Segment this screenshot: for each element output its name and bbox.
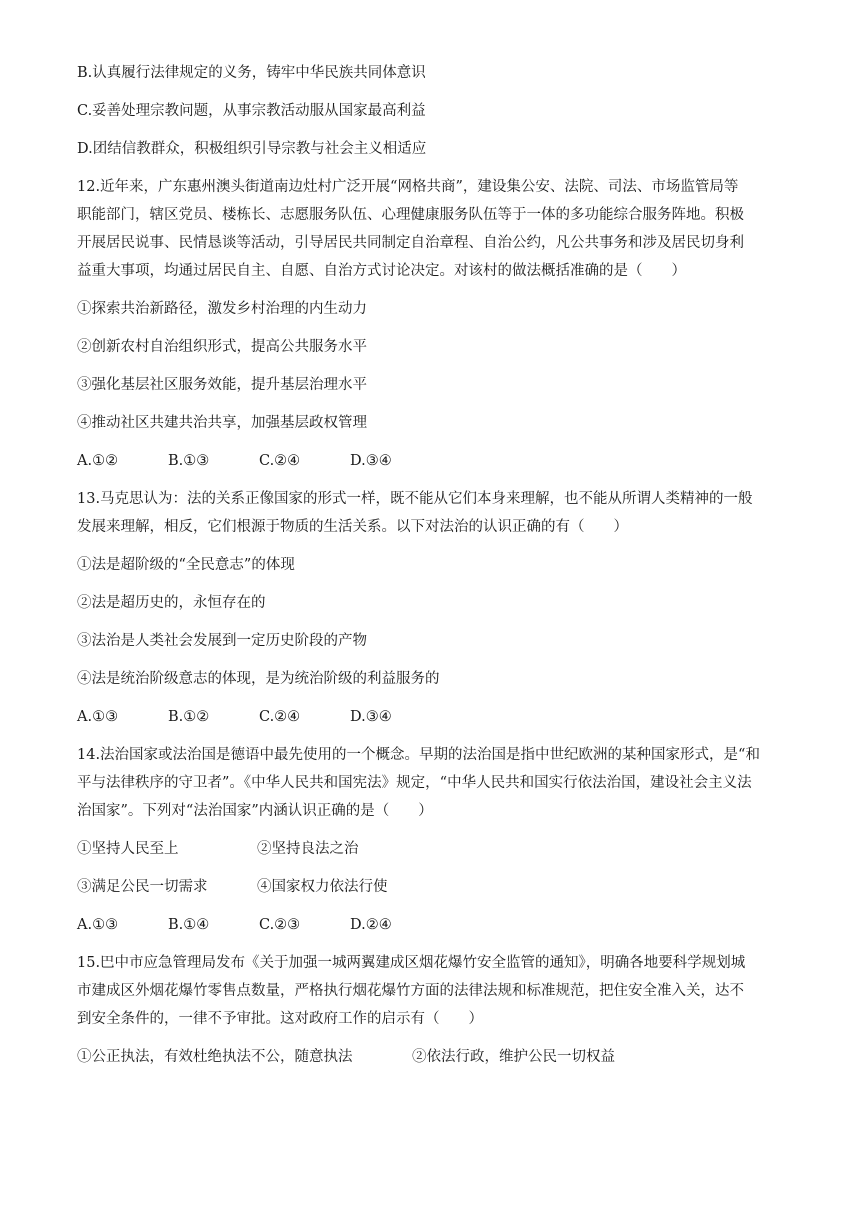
q14-item-3: ③满足公民一切需求	[77, 879, 208, 895]
q12-option-a: A.①②	[77, 453, 119, 469]
q13-option-d: D.③④	[350, 709, 392, 725]
q14-item-1: ①坚持人民至上	[77, 841, 179, 857]
q12-item-3: ③强化基层社区服务效能，提升基层治理水平	[77, 377, 367, 393]
question-14	[77, 746, 785, 954]
document-page	[77, 64, 785, 1066]
q14-option-b: B.①④	[168, 917, 210, 933]
question-15	[77, 954, 785, 1066]
q13-stem-line: 发展来理解，相反，它们根源于物质的生活关系。以下对法治的认识正确的有（ ）	[77, 519, 628, 535]
q14-stem-line: 平与法律秩序的守卫者”。《中华人民共和国宪法》规定，“中华人民共和国实行依法治国，建设社会主义法	[77, 775, 752, 791]
q14-option-d: D.②④	[350, 917, 392, 933]
q15-items-row	[77, 1048, 785, 1066]
q15-stem-line: 15.巴中市应急管理局发布《关于加强一城两翼建成区烟花爆竹安全监管的通知》，明确各地要科学规划城	[77, 955, 746, 971]
q13-option-a: A.①③	[77, 709, 119, 725]
q13-item-1: ①法是超阶级的“全民意志”的体现	[77, 557, 295, 573]
q14-item-2: ②坚持良法之治	[257, 841, 359, 857]
q11-option-c: C.妥善处理宗教问题，从事宗教活动服从国家最高利益	[77, 103, 426, 119]
q14-option-a: A.①③	[77, 917, 119, 933]
q12-stem-line: 益重大事项，均通过居民自主、自愿、自治方式讨论决定。对该村的做法概括准确的是（ ）	[77, 263, 686, 279]
q15-stem-line: 到安全条件的，一律不予审批。这对政府工作的启示有（ ）	[77, 1011, 483, 1027]
q13-option-b: B.①②	[168, 709, 210, 725]
q12-item-1: ①探索共治新路径，激发乡村治理的内生动力	[77, 301, 367, 317]
q13-options	[77, 708, 785, 726]
q15-item-1: ①公正执法，有效杜绝执法不公，随意执法	[77, 1049, 353, 1065]
q14-stem-line: 14.法治国家或法治国是德语中最先使用的一个概念。早期的法治国是指中世纪欧洲的某种国家形式，是“和	[77, 747, 760, 763]
q12-option-d: D.③④	[350, 453, 392, 469]
q12-option-b: B.①③	[168, 453, 210, 469]
q12-options	[77, 452, 785, 470]
q13-option-c: C.②④	[259, 709, 301, 725]
q14-options	[77, 916, 785, 934]
q14-items-row	[77, 878, 785, 896]
question-13	[77, 490, 785, 746]
q15-item-2: ②依法行政，维护公民一切权益	[412, 1049, 615, 1065]
q13-stem-line: 13.马克思认为：法的关系正像国家的形式一样，既不能从它们本身来理解，也不能从所谓人类精神的一般	[77, 491, 753, 507]
q14-stem-line: 治国家”。下列对“法治国家”内涵认识正确的是（ ）	[77, 803, 433, 819]
q11-option-b: B.认真履行法律规定的义务，铸牢中华民族共同体意识	[77, 65, 426, 81]
q12-stem-line: 开展居民说事、民情恳谈等活动，引导居民共同制定自治章程、自治公约，凡公共事务和涉及居民切身利	[77, 235, 744, 251]
q14-items-row	[77, 840, 785, 858]
question-12	[77, 178, 785, 490]
q13-item-4: ④法是统治阶级意志的体现，是为统治阶级的利益服务的	[77, 671, 440, 687]
q13-item-3: ③法治是人类社会发展到一定历史阶段的产物	[77, 633, 367, 649]
q12-item-4: ④推动社区共建共治共享，加强基层政权管理	[77, 415, 367, 431]
q15-stem-line: 市建成区外烟花爆竹零售点数量，严格执行烟花爆竹方面的法律法规和标准规范，把住安全准入关，达不	[77, 983, 744, 999]
q14-item-4: ④国家权力依法行使	[257, 879, 388, 895]
q12-stem-line: 职能部门，辖区党员、楼栋长、志愿服务队伍、心理健康服务队伍等于一体的多功能综合服务阵地。积极	[77, 207, 744, 223]
q14-option-c: C.②③	[259, 917, 301, 933]
q12-stem-line: 12.近年来，广东惠州澳头街道南边灶村广泛开展“网格共商”，建设集公安、法院、司法、市场监管局等	[77, 179, 739, 195]
q11-option-d: D.团结信教群众，积极组织引导宗教与社会主义相适应	[77, 141, 427, 157]
q13-item-2: ②法是超历史的，永恒存在的	[77, 595, 266, 611]
q12-item-2: ②创新农村自治组织形式，提高公共服务水平	[77, 339, 367, 355]
q12-option-c: C.②④	[259, 453, 301, 469]
